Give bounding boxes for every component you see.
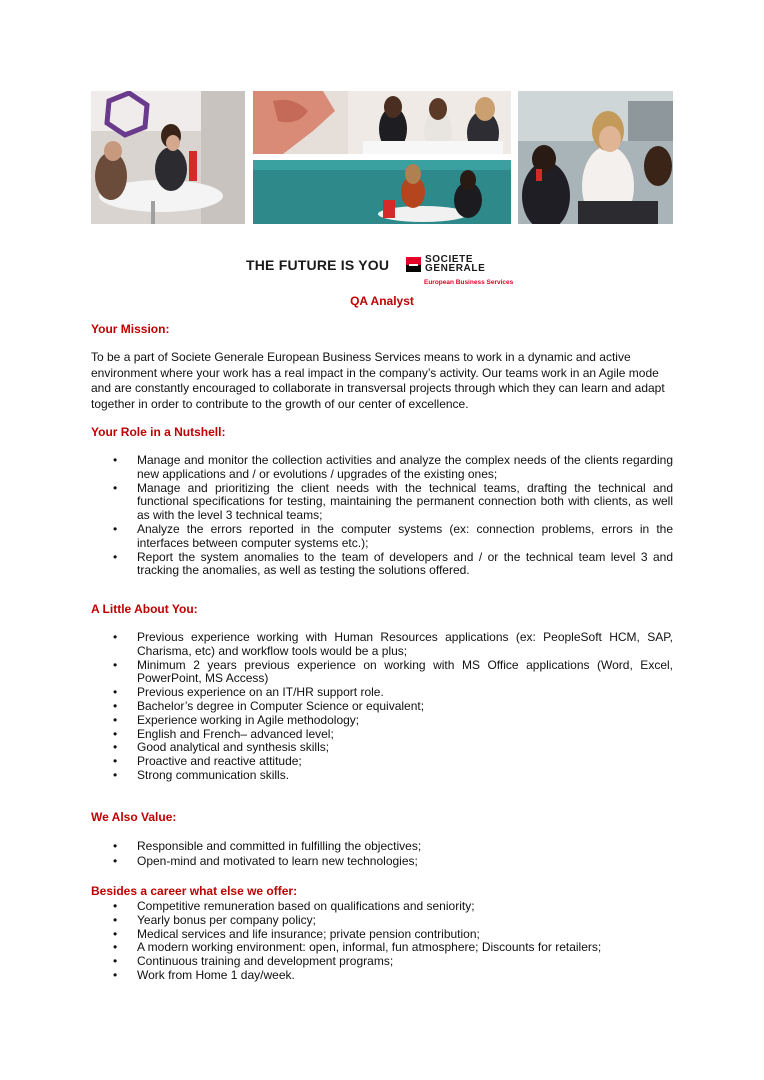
list-item: • English and French– advanced level; [91,728,673,742]
list-item: • Previous experience on an IT/HR support role. [91,686,673,700]
mission-heading: Your Mission: [91,322,170,336]
offer-list [91,900,673,983]
value-heading: We Also Value: [91,810,177,824]
value-list [91,839,673,869]
role-heading: Your Role in a Nutshell: [91,425,226,439]
list-item: • Analyze the errors reported in the computer systems (ex: connection problems, errors in the interfaces between computer systems etc.); [91,523,673,551]
office-photo-meeting-table [91,91,245,224]
list-item: • Bachelor’s degree in Computer Science or equivalent; [91,700,673,714]
mission-text: To be a part of Societe Generale European Business Services means to work in a dynamic and active environment where your work has a real impact in the company’s activity. Our teams work in an Agile mode and are constantly encouraged to collaborate in transversal projects through which they can learn and adapt together in order to contribute to the growth of our center of excellence. [91,350,665,411]
brand-tagline: THE FUTURE IS YOU [246,257,390,273]
list-item: • Minimum 2 years previous experience on working with MS Office applications (Word, Excel, PowerPoint, MS Access) [91,659,673,687]
list-item: • Previous experience working with Human Resources applications (ex: PeopleSoft HCM, SAP, Charisma, etc) and workflow tools would be a plus; [91,631,673,659]
list-item: • Good analytical and synthesis skills; [91,741,673,755]
list-item: • Proactive and reactive attitude; [91,755,673,769]
list-item: • Experience working in Agile methodology; [91,714,673,728]
list-item: • Report the system anomalies to the team of developers and / or the technical team level 3 and tracking the anomalies, as well as testing the solutions offered. [91,551,673,579]
societe-generale-logo-icon [406,257,421,272]
list-item: • Medical services and life insurance; private pension contribution; [91,928,673,942]
job-title: QA Analyst [350,294,414,308]
about-heading: A Little About You: [91,602,198,616]
office-photo-teal-meeting-room [253,160,511,224]
list-item: • Manage and monitor the collection activities and analyze the complex needs of the clients regarding new applications and / or evolutions / upgrades of the existing ones; [91,454,673,482]
list-item: • Manage and prioritizing the client needs with the technical teams, drafting the technical and functional specifications for testing, maintaining the permanent connection both with clients, as well as with the level 3 technical teams; [91,482,673,523]
list-item: • Open-mind and motivated to learn new technologies; [91,854,673,869]
list-item: • Continuous training and development programs; [91,955,673,969]
list-item: • Competitive remuneration based on qualifications and seniority; [91,900,673,914]
brand-subtitle: European Business Services [424,279,514,286]
brand-name: SOCIETE GENERALE [425,254,486,274]
list-item: • Responsible and committed in fulfilling the objectives; [91,839,673,854]
office-photo-laptop-group [518,91,673,224]
offer-heading: Besides a career what else we offer: [91,884,298,898]
list-item: • Yearly bonus per company policy; [91,914,673,928]
office-photo-team-at-desk [253,91,511,154]
list-item: • A modern working environment: open, informal, fun atmosphere; Discounts for retailers; [91,941,673,955]
brand-logo [246,252,536,292]
list-item: • Work from Home 1 day/week. [91,969,673,983]
about-list [91,631,673,783]
role-list [91,454,673,578]
list-item: • Strong communication skills. [91,769,673,783]
